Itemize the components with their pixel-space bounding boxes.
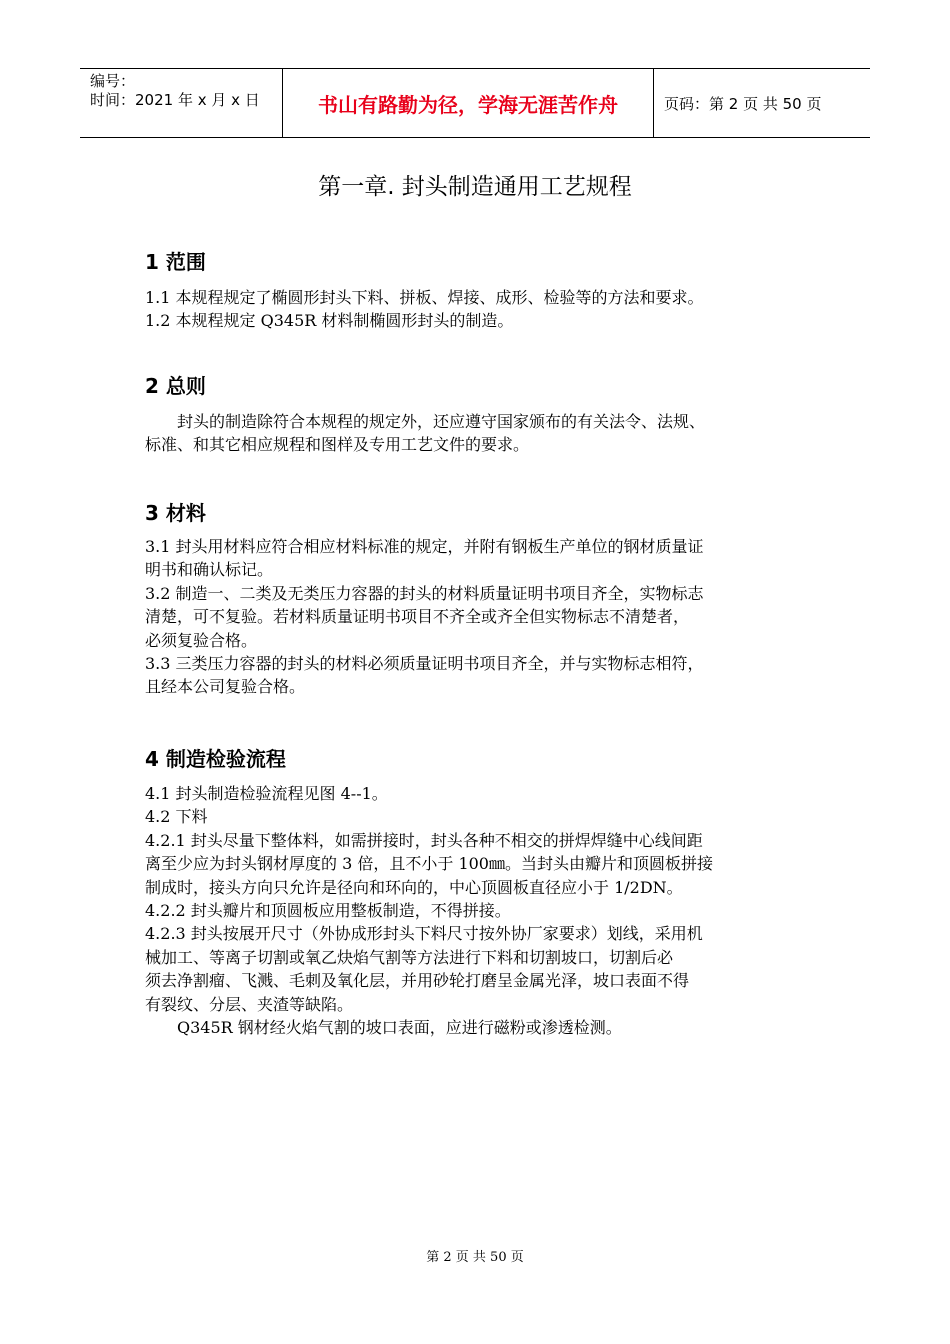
text-line: 封头的制造除符合本规程的规定外，还应遵守国家颁布的有关法令、法规、 xyxy=(177,412,706,431)
text-line: 4.1 封头制造检验流程见图 4--1。 xyxy=(145,784,388,803)
section-body-general xyxy=(145,410,815,457)
header-meta xyxy=(80,69,282,137)
header-page-info: 页码：第 2 页 共 50 页 xyxy=(664,94,822,113)
document-date: 时间：2021 年 x 月 x 日 xyxy=(90,91,260,109)
text-line: 制成时，接头方向只允许是径向和环向的，中心顶圆板直径应小于 1/2DN。 xyxy=(145,877,683,897)
text-line: 械加工、等离子切割或氧乙炔焰气割等方法进行下料和切割坡口，切割后必 xyxy=(145,947,674,967)
section-heading-materials: 3 材料 xyxy=(145,501,206,525)
page-title: 第一章. 封头制造通用工艺规程 xyxy=(318,174,632,200)
section-heading-process: 4 制造检验流程 xyxy=(145,747,286,771)
text-line: 必须复验合格。 xyxy=(145,630,258,650)
text-line: 4.2.3 封头按展开尺寸（外协成形封头下料尺寸按外协厂家要求）划线，采用机 xyxy=(145,924,703,944)
text-line: 1.1 本规程规定了椭圆形封头下料、拼板、焊接、成形、检验等的方法和要求。 xyxy=(145,288,704,307)
text-line: 3.3 三类压力容器的封头的材料必须质量证明书项目齐全，并与实物标志相符， xyxy=(145,654,704,674)
text-line: 明书和确认标记。 xyxy=(145,560,274,580)
header-motto: 书山有路勤为径，学海无涯苦作舟 xyxy=(282,69,654,137)
text-line: 离至少应为封头钢材厚度的 3 倍，且不小于 100㎜。当封头由瓣片和顶圆板拼接 xyxy=(145,854,713,874)
text-line: 1.2 本规程规定 Q345R 材料制椭圆形封头的制造。 xyxy=(145,311,514,331)
page-footer: 第 2 页 共 50 页 xyxy=(426,1250,524,1265)
header-table xyxy=(80,68,870,138)
section-body-process xyxy=(145,782,815,1039)
section-heading-scope: 1 范围 xyxy=(145,250,206,274)
section-body-materials xyxy=(145,535,815,699)
section-body-scope xyxy=(145,286,815,333)
text-line: 3.2 制造一、二类及无类压力容器的封头的材料质量证明书项目齐全，实物标志 xyxy=(145,583,704,603)
text-line: 有裂纹、分层、夹渣等缺陷。 xyxy=(145,994,354,1014)
document-number-label: 编号： xyxy=(90,72,136,90)
text-line: 标准、和其它相应规程和图样及专用工艺文件的要求。 xyxy=(145,435,530,455)
text-line: 3.1 封头用材料应符合相应材料标准的规定，并附有钢板生产单位的钢材质量证 xyxy=(145,537,704,556)
text-line: 4.2.2 封头瓣片和顶圆板应用整板制造，不得拼接。 xyxy=(145,901,511,921)
section-heading-general: 2 总则 xyxy=(145,374,206,398)
text-line: 须去净割瘤、飞溅、毛刺及氧化层，并用砂轮打磨呈金属光泽，坡口表面不得 xyxy=(145,971,690,991)
text-line: 且经本公司复验合格。 xyxy=(145,677,306,697)
text-line: 清楚，可不复验。若材料质量证明书项目不齐全或齐全但实物标志不清楚者， xyxy=(145,607,690,627)
text-line: Q345R 钢材经火焰气割的坡口表面，应进行磁粉或渗透检测。 xyxy=(177,1018,622,1038)
text-line: 4.2.1 封头尽量下整体料，如需拼接时，封头各种不相交的拼焊焊缝中心线间距 xyxy=(145,830,703,850)
text-line: 4.2 下料 xyxy=(145,807,208,827)
